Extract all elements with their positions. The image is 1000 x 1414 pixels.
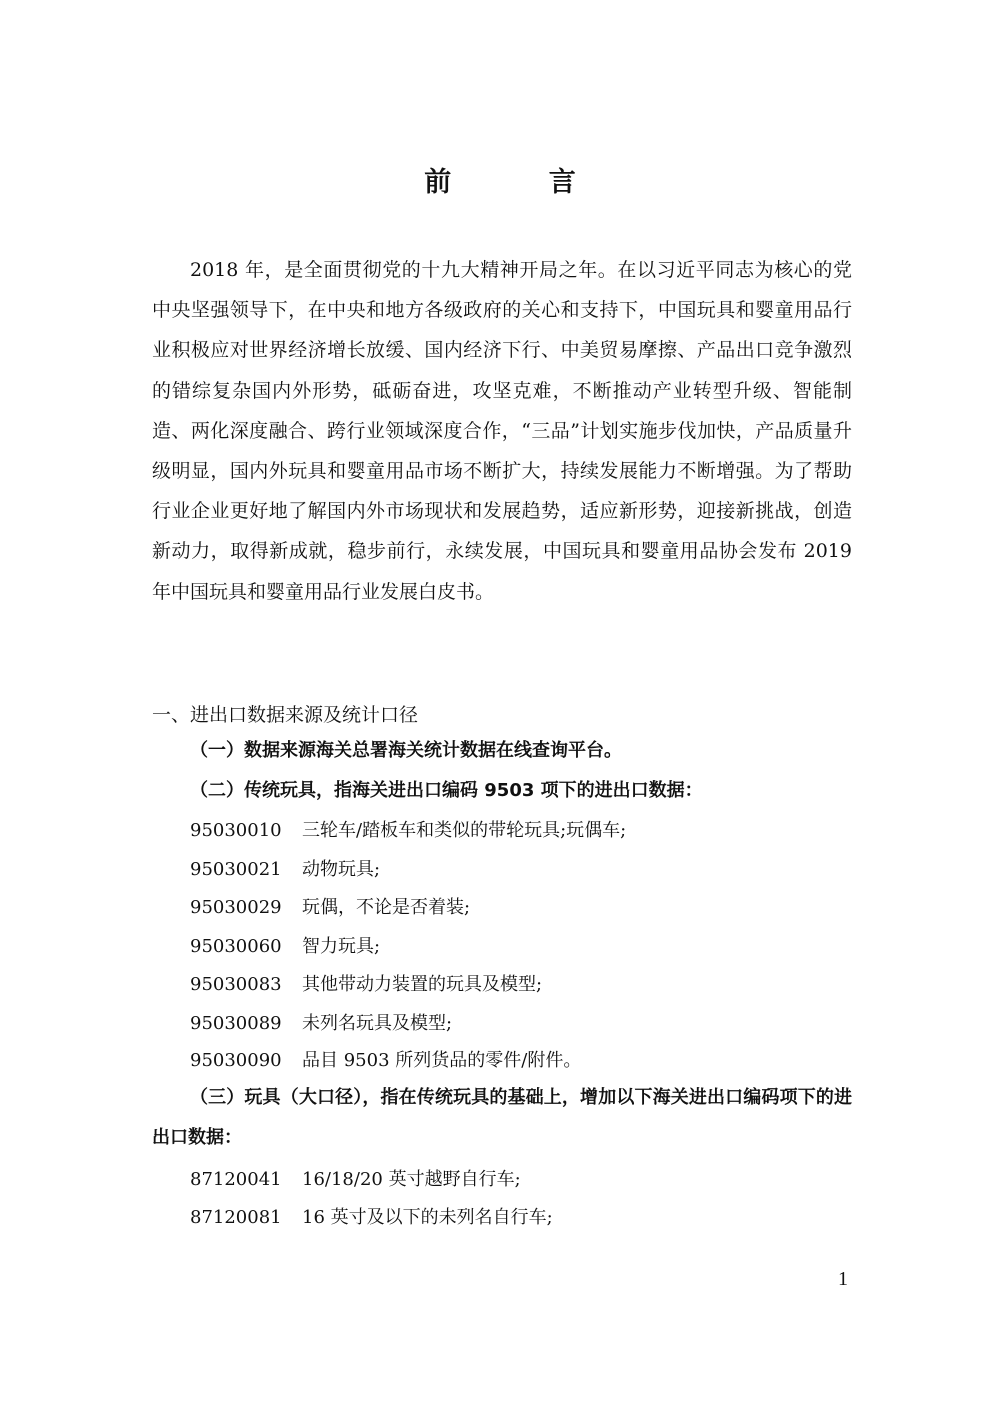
hs-code: 95030029 [190, 897, 282, 918]
item-traditional-toys: （二）传统玩具，指海关进出口编码 9503 项下的进出口数据： [190, 780, 703, 801]
page-title: 前 言 [424, 167, 620, 198]
code-row [190, 934, 850, 960]
code-description: 品目 9503 所列货品的零件/附件。 [302, 1050, 582, 1071]
code-description: 智力玩具; [302, 936, 381, 957]
code-description: 动物玩具; [302, 859, 381, 880]
code-row [190, 1048, 850, 1074]
hs-code: 95030089 [190, 1013, 282, 1034]
hs-code: 95030060 [190, 936, 282, 957]
code-row [190, 1167, 850, 1193]
hs-code: 87120041 [190, 1169, 282, 1190]
code-row [190, 972, 850, 998]
intro-paragraph: 2018 年，是全面贯彻党的十九大精神开局之年。在以习近平同志为核心的党中央坚强领导下，在中央和地方各级政府的关心和支持下，中国玩具和婴童用品行业积极应对世界经济增长放缓、国内经济下行、中美贸易摩擦、产品出口竞争激烈的错综复杂国内外形势，砥砺奋进，攻坚克难，不断推动产业转型升级、智能制造、两化深度融合、跨行业领域深度合作，“三品”计划实施步伐加快，产品质量升级明显，国内外玩具和婴童用品市场不断扩大，持续发展能力不断增强。为了帮助行业企业更好地了解国内外市场现状和发展趋势，适应新形势，迎接新挑战，创造新动力，取得新成就，稳步前行，永续发展，中国玩具和婴童用品协会发布 2019 年中国玩具和婴童用品行业发展白皮书。 [152, 259, 852, 603]
code-description: 三轮车/踏板车和类似的带轮玩具;玩偶车; [302, 820, 627, 841]
page-number: 1 [838, 1268, 848, 1290]
section-heading-import-export: 一、进出口数据来源及统计口径 [152, 704, 419, 726]
hs-code: 95030021 [190, 859, 282, 880]
code-row [190, 1205, 850, 1231]
code-row [190, 1011, 850, 1037]
code-row [190, 818, 850, 844]
hs-code: 95030083 [190, 974, 282, 995]
code-description: 未列名玩具及模型; [302, 1013, 453, 1034]
code-description: 16 英寸及以下的未列名自行车; [302, 1207, 553, 1228]
code-description: 其他带动力装置的玩具及模型; [302, 974, 543, 995]
code-row [190, 857, 850, 883]
hs-code: 87120081 [190, 1207, 282, 1228]
hs-code: 95030010 [190, 820, 282, 841]
code-description: 16/18/20 英寸越野自行车; [302, 1169, 521, 1190]
item-broad-toys: （三）玩具（大口径），指在传统玩具的基础上，增加以下海关进出口编码项下的进出口数据： [152, 1087, 852, 1148]
item-data-source: （一）数据来源海关总署海关统计数据在线查询平台。 [190, 740, 622, 761]
code-row [190, 895, 850, 921]
code-description: 玩偶，不论是否着装; [302, 897, 471, 918]
hs-code: 95030090 [190, 1050, 282, 1071]
